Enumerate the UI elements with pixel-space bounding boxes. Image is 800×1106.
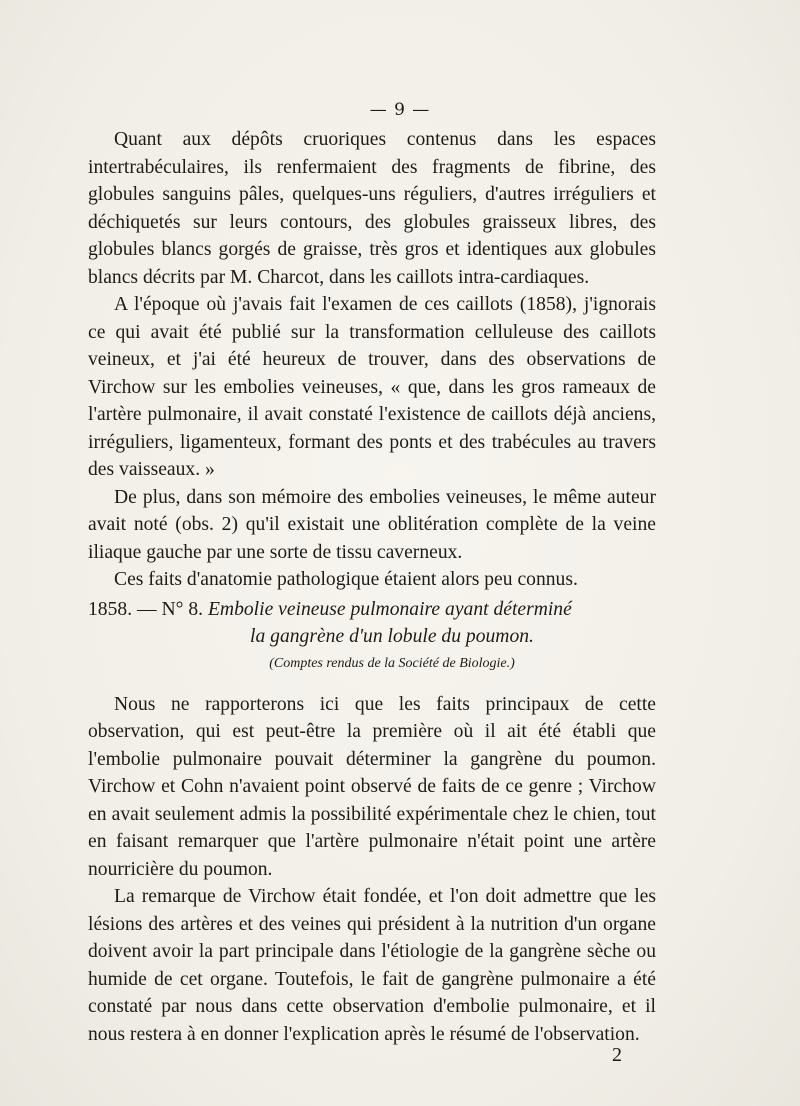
paragraph-1: Quant aux dépôts cruoriques contenus dans les espaces intertrabéculaires, ils renfermaient des fragments de fibrine, des globules sanguins pâles, quelques-uns réguliers, d'autres irréguliers et déchiquetés sur leurs contours, des globules graisseux libres, des globules blancs gorgés de graisse, très gros et identiques aux globules blancs décrits par M. Charcot, dans les caillots intra-cardiaques. [88, 129, 656, 288]
paragraph-6: La remarque de Virchow était fondée, et l'on doit admettre que les lésions des artères et des veines qui président à la nutrition d'un organe doivent avoir la part principale dans l'étiologie de la gangrène sèche ou humide de cet organe. Toutefois, le fait de gangrène pulmonaire a été constaté par nous dans cette observation d'embolie pulmonaire, et il nous restera à en donner l'explication après le résumé de l'observation. [88, 886, 656, 1045]
paragraph-4: Ces faits d'anatomie pathologique étaient alors peu connus. [114, 569, 578, 590]
main-text-block [88, 126, 656, 1048]
paragraph-3: De plus, dans son mémoire des embolies veineuses, le même auteur avait noté (obs. 2) qu'il existait une oblitération complète de la veine iliaque gauche par une sorte de tissu caverneux. [88, 486, 656, 563]
page-number: — 9 — [369, 100, 431, 120]
observation-heading [88, 596, 656, 677]
observation-source: (Comptes rendus de la Société de Biologie.) [269, 655, 515, 671]
paragraph-2: A l'époque où j'avais fait l'examen de ces caillots (1858), j'ignorais ce qui avait été publié sur la transformation celluleuse des caillots veineux, et j'ai été heureux de trouver, dans des observations de Virchow sur les embolies veineuses, « que, dans les gros rameaux de l'artère pulmonaire, il avait constaté l'existence de caillots déjà anciens, irréguliers, ligamenteux, formant des ponts et des trabécules au travers des vaisseaux. » [88, 294, 656, 480]
observation-title-part-2: la gangrène d'un lobule du poumon. [250, 626, 534, 647]
paragraph-5: Nous ne rapporterons ici que les faits principaux de cette observation, qui est peut-être la première où il ait été établi que l'embolie pulmonaire pouvait déterminer la gangrène du poumon. Virchow et Cohn n'avaient point observé de faits de ce genre ; Virchow en avait seulement admis la possibilité expérimentale chez le chien, tout en faisant remarquer que l'artère pulmonaire n'était point une artère nourricière du poumon. [88, 693, 656, 880]
observation-title-part-1: Embolie veineuse pulmonaire ayant déterminé [207, 598, 572, 620]
observation-number: 1858. — N° 8. [88, 598, 204, 620]
observation-heading-line-1 [88, 596, 656, 624]
signature-mark: 2 [612, 1044, 622, 1066]
observation-heading-line-2 [128, 623, 656, 651]
